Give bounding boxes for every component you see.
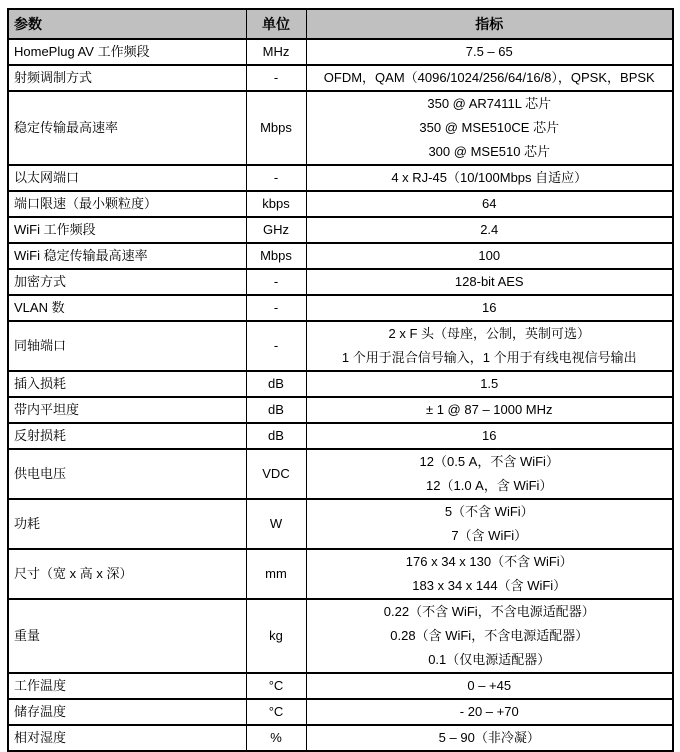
table-row bbox=[8, 243, 673, 269]
spec-cell bbox=[306, 269, 673, 295]
table-row bbox=[8, 39, 673, 65]
param-cell: 尺寸（宽 x 高 x 深） bbox=[8, 549, 246, 599]
unit-cell: - bbox=[246, 269, 306, 295]
unit-cell: dB bbox=[246, 371, 306, 397]
unit-cell: % bbox=[246, 725, 306, 751]
spec-line: 0.28（含 WiFi，不含电源适配器） bbox=[390, 628, 589, 643]
spec-line: OFDM，QAM（4096/1024/256/64/16/8），QPSK，BPSK bbox=[323, 70, 655, 85]
table-row bbox=[8, 217, 673, 243]
header-cell-unit: 单位 bbox=[246, 9, 306, 39]
spec-cell bbox=[306, 423, 673, 449]
table-row bbox=[8, 321, 673, 371]
spec-cell bbox=[306, 321, 673, 371]
spec-cell bbox=[306, 699, 673, 725]
param-cell: WiFi 工作频段 bbox=[8, 217, 246, 243]
header-cell-spec: 指标 bbox=[306, 9, 673, 39]
unit-cell: W bbox=[246, 499, 306, 549]
unit-cell: - bbox=[246, 165, 306, 191]
spec-line: 7.5 – 65 bbox=[465, 44, 513, 59]
table-row bbox=[8, 91, 673, 165]
spec-line: 350 @ MSE510CE 芯片 bbox=[419, 120, 560, 135]
unit-cell: dB bbox=[246, 397, 306, 423]
param-cell: 储存温度 bbox=[8, 699, 246, 725]
param-cell: 同轴端口 bbox=[8, 321, 246, 371]
spec-cell bbox=[306, 499, 673, 549]
unit-cell: kbps bbox=[246, 191, 306, 217]
unit-cell: VDC bbox=[246, 449, 306, 499]
param-cell: 反射损耗 bbox=[8, 423, 246, 449]
table-row bbox=[8, 423, 673, 449]
table-row bbox=[8, 371, 673, 397]
spec-cell bbox=[306, 91, 673, 165]
spec-line: 2.4 bbox=[480, 222, 499, 237]
table-row bbox=[8, 295, 673, 321]
param-cell: 稳定传输最高速率 bbox=[8, 91, 246, 165]
unit-cell: - bbox=[246, 295, 306, 321]
table-row bbox=[8, 499, 673, 549]
spec-cell bbox=[306, 673, 673, 699]
spec-line: 12（1.0 A，含 WiFi） bbox=[426, 478, 553, 493]
spec-line: - 20 – +70 bbox=[459, 704, 519, 719]
unit-cell: mm bbox=[246, 549, 306, 599]
param-cell: 工作温度 bbox=[8, 673, 246, 699]
spec-line: 1 个用于混合信号输入，1 个用于有线电视信号输出 bbox=[341, 350, 637, 365]
spec-line: 0 – +45 bbox=[467, 678, 512, 693]
spec-cell bbox=[306, 295, 673, 321]
spec-cell bbox=[306, 243, 673, 269]
spec-line: 350 @ AR7411L 芯片 bbox=[427, 96, 552, 111]
param-cell: 带内平坦度 bbox=[8, 397, 246, 423]
unit-cell: Mbps bbox=[246, 91, 306, 165]
spec-line: 300 @ MSE510 芯片 bbox=[428, 144, 551, 159]
unit-cell: - bbox=[246, 65, 306, 91]
spec-cell bbox=[306, 65, 673, 91]
table-row bbox=[8, 549, 673, 599]
spec-cell bbox=[306, 165, 673, 191]
spec-cell bbox=[306, 449, 673, 499]
unit-cell: kg bbox=[246, 599, 306, 673]
spec-line: 16 bbox=[482, 428, 497, 443]
header-row bbox=[8, 9, 673, 39]
param-cell: HomePlug AV 工作频段 bbox=[8, 39, 246, 65]
table-row bbox=[8, 725, 673, 751]
spec-line: 64 bbox=[482, 196, 497, 211]
spec-cell bbox=[306, 397, 673, 423]
param-cell: 供电电压 bbox=[8, 449, 246, 499]
spec-cell bbox=[306, 725, 673, 751]
spec-line: 183 x 34 x 144（含 WiFi） bbox=[412, 578, 567, 593]
header-cell-param: 参数 bbox=[8, 9, 246, 39]
spec-line: 16 bbox=[482, 300, 497, 315]
table-row bbox=[8, 397, 673, 423]
spec-line: 2 x F 头（母座，公制，英制可选） bbox=[388, 326, 590, 341]
table-row bbox=[8, 191, 673, 217]
spec-line: 4 x RJ-45（10/100Mbps 自适应） bbox=[391, 170, 588, 185]
table-row bbox=[8, 165, 673, 191]
param-cell: 加密方式 bbox=[8, 269, 246, 295]
param-cell: WiFi 稳定传输最高速率 bbox=[8, 243, 246, 269]
unit-cell: Mbps bbox=[246, 243, 306, 269]
unit-cell: MHz bbox=[246, 39, 306, 65]
spec-cell bbox=[306, 549, 673, 599]
spec-table bbox=[7, 8, 674, 752]
table-row bbox=[8, 599, 673, 673]
param-cell: 插入损耗 bbox=[8, 371, 246, 397]
table-row bbox=[8, 699, 673, 725]
param-cell: 射频调制方式 bbox=[8, 65, 246, 91]
spec-line: 176 x 34 x 130（不含 WiFi） bbox=[405, 554, 573, 569]
spec-line: 1.5 bbox=[480, 376, 499, 391]
spec-line: 100 bbox=[478, 248, 501, 263]
spec-line: 0.22（不含 WiFi，不含电源适配器） bbox=[383, 604, 595, 619]
spec-line: ± 1 @ 87 – 1000 MHz bbox=[425, 402, 553, 417]
table-row bbox=[8, 673, 673, 699]
param-cell: 端口限速（最小颗粒度） bbox=[8, 191, 246, 217]
table-row bbox=[8, 269, 673, 295]
unit-cell: °C bbox=[246, 673, 306, 699]
spec-table-head bbox=[8, 9, 673, 39]
param-cell: 功耗 bbox=[8, 499, 246, 549]
unit-cell: - bbox=[246, 321, 306, 371]
unit-cell: GHz bbox=[246, 217, 306, 243]
spec-cell bbox=[306, 217, 673, 243]
spec-line: 5 – 90（非冷凝） bbox=[438, 730, 540, 745]
spec-line: 5（不含 WiFi） bbox=[444, 504, 534, 519]
spec-line: 128-bit AES bbox=[454, 274, 524, 289]
spec-line: 7（含 WiFi） bbox=[451, 528, 528, 543]
spec-cell bbox=[306, 599, 673, 673]
param-cell: 相对湿度 bbox=[8, 725, 246, 751]
param-cell: 重量 bbox=[8, 599, 246, 673]
param-cell: 以太网端口 bbox=[8, 165, 246, 191]
param-cell: VLAN 数 bbox=[8, 295, 246, 321]
table-row bbox=[8, 65, 673, 91]
spec-table-body bbox=[8, 39, 673, 751]
unit-cell: °C bbox=[246, 699, 306, 725]
spec-cell bbox=[306, 191, 673, 217]
spec-cell bbox=[306, 371, 673, 397]
spec-line: 0.1（仅电源适配器） bbox=[428, 652, 551, 667]
spec-line: 12（0.5 A，不含 WiFi） bbox=[419, 454, 559, 469]
spec-cell bbox=[306, 39, 673, 65]
unit-cell: dB bbox=[246, 423, 306, 449]
table-row bbox=[8, 449, 673, 499]
